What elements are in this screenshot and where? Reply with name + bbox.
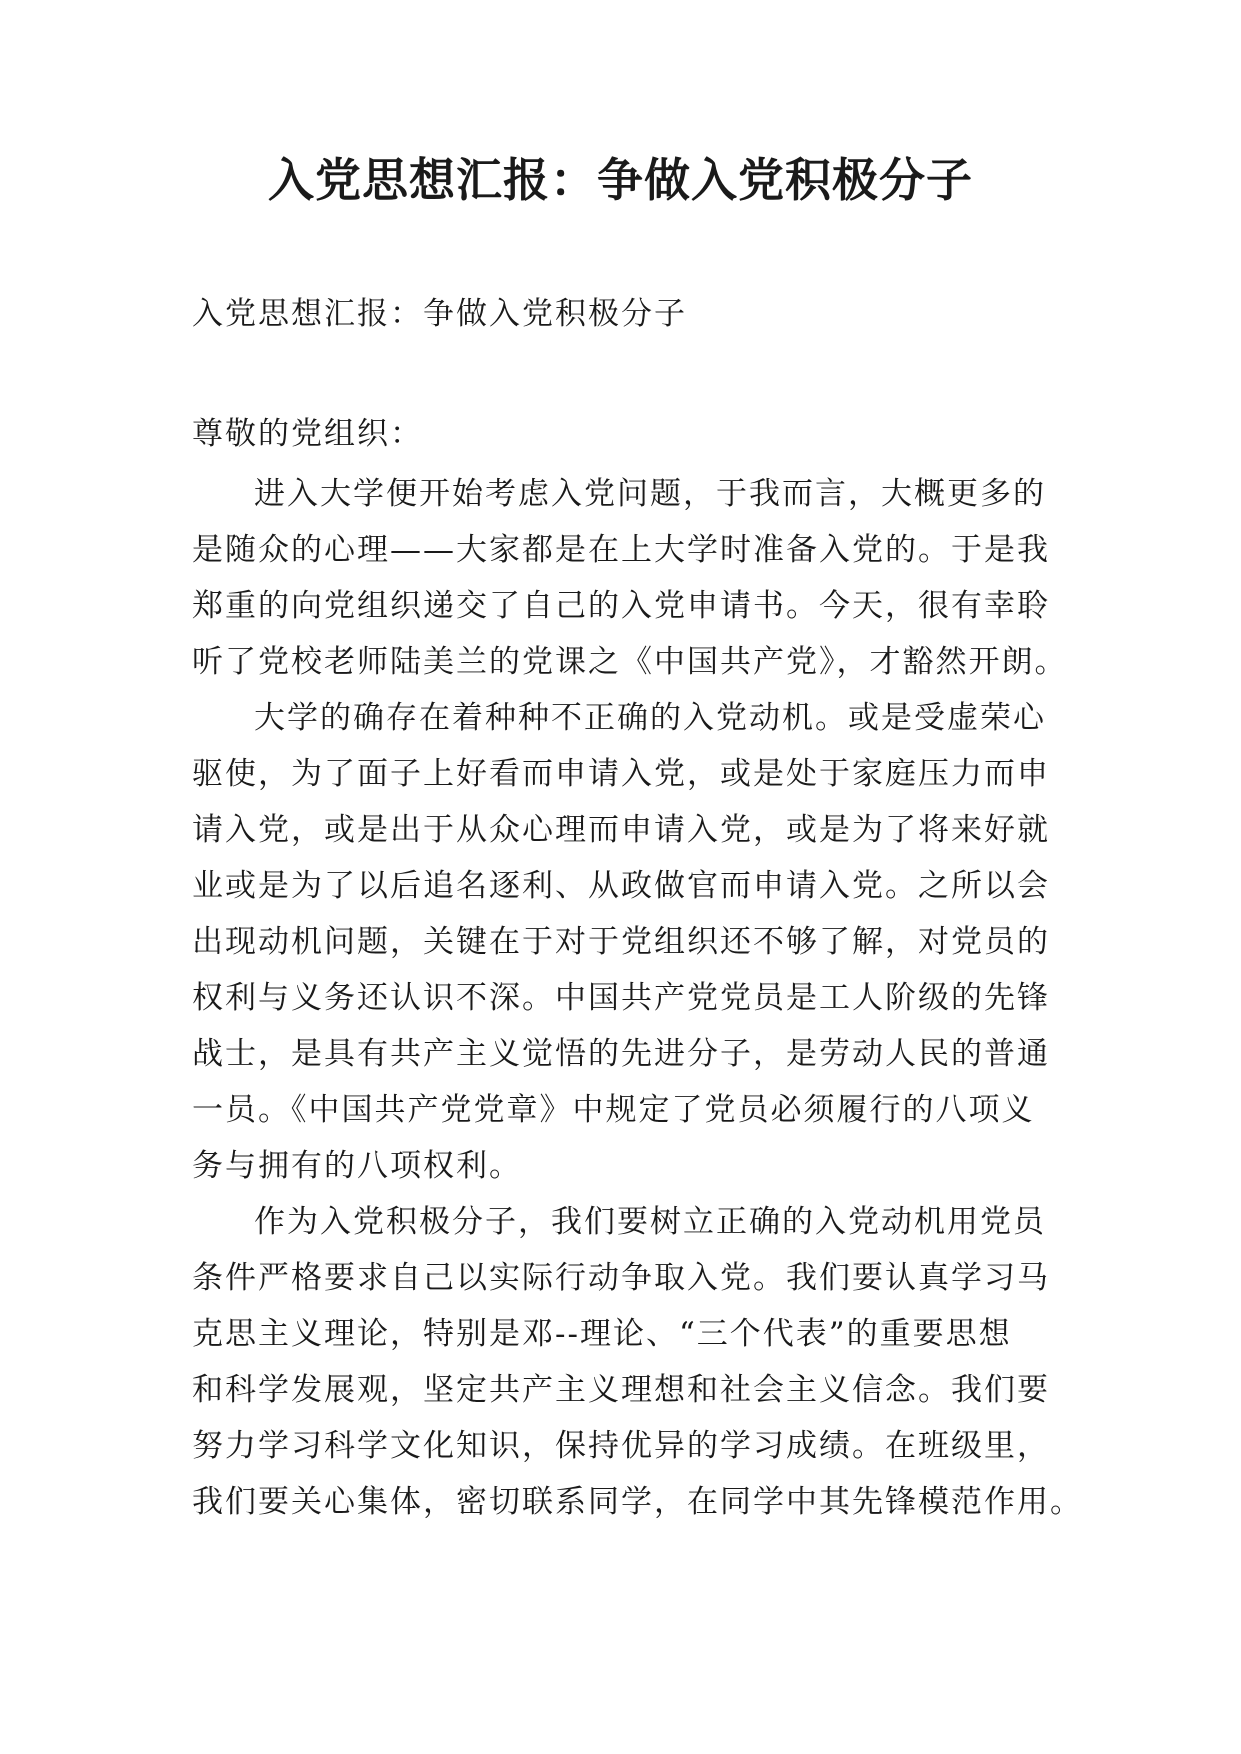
text-line: 听了党校老师陆美兰的党课之《中国共产党》，才豁然开朗。 bbox=[192, 644, 1068, 680]
text-line: 请入党，或是出于从众心理而申请入党，或是为了将来好就 bbox=[192, 812, 1050, 848]
text-line: 努力学习科学文化知识，保持优异的学习成绩。在班级里， bbox=[192, 1428, 1050, 1464]
text-line: 出现动机问题，关键在于对于党组织还不够了解，对党员的 bbox=[192, 924, 1050, 960]
text-line: 作为入党积极分子，我们要树立正确的入党动机用党员 bbox=[254, 1204, 1046, 1240]
document-title: 入党思想汇报：争做入党积极分子 bbox=[268, 153, 973, 207]
text-line: 权利与义务还认识不深。中国共产党党员是工人阶级的先锋 bbox=[192, 980, 1050, 1016]
paragraph bbox=[192, 1194, 1083, 1530]
text-line: 战士，是具有共产主义觉悟的先进分子，是劳动人民的普通 bbox=[192, 1036, 1050, 1072]
text-line: 一员。《中国共产党党章》中规定了党员必须履行的八项义 bbox=[192, 1092, 1035, 1128]
text-line: 条件严格要求自己以实际行动争取入党。我们要认真学习马 bbox=[192, 1260, 1050, 1296]
paragraph bbox=[192, 690, 1052, 1194]
text-line: 大学的确存在着种种不正确的入党动机。或是受虚荣心 bbox=[254, 700, 1046, 736]
text-line: 业或是为了以后追名逐利、从政做官而申请入党。之所以会 bbox=[192, 868, 1050, 904]
text-line: 是随众的心理——大家都是在上大学时准备入党的。于是我 bbox=[192, 532, 1050, 568]
text-line: 郑重的向党组织递交了自己的入党申请书。今天，很有幸聆 bbox=[192, 588, 1050, 624]
text-line: 和科学发展观，坚定共产主义理想和社会主义信念。我们要 bbox=[192, 1372, 1050, 1408]
text-line: 务与拥有的八项权利。 bbox=[192, 1148, 522, 1184]
salutation: 尊敬的党组织： bbox=[192, 416, 423, 452]
text-line: 进入大学便开始考虑入党问题，于我而言，大概更多的 bbox=[254, 476, 1046, 512]
text-line: 我们要关心集体，密切联系同学，在同学中其先锋模范作用。 bbox=[192, 1484, 1083, 1520]
document-body bbox=[192, 466, 1083, 1530]
document-subtitle: 入党思想汇报：争做入党积极分子 bbox=[192, 296, 687, 332]
text-line: 驱使，为了面子上好看而申请入党，或是处于家庭压力而申 bbox=[192, 756, 1050, 792]
text-line: 克思主义理论，特别是邓--理论、“三个代表”的重要思想 bbox=[192, 1316, 1012, 1352]
paragraph bbox=[192, 466, 1068, 690]
